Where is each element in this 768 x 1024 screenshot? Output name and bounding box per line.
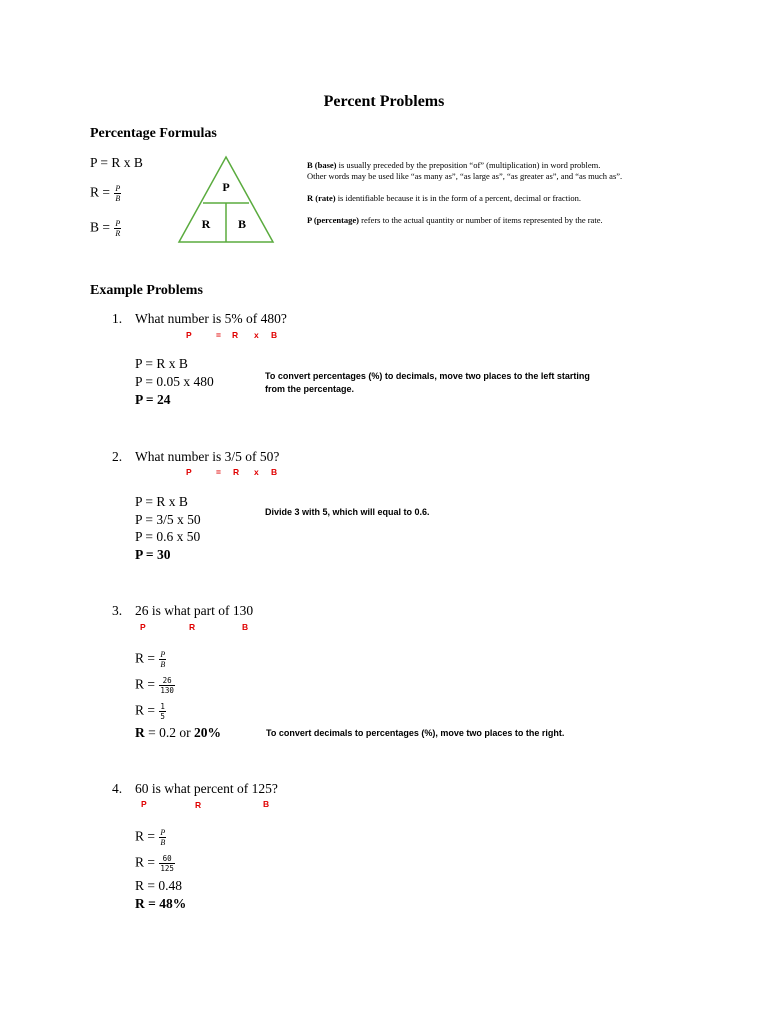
problem-1-label-b: B — [271, 330, 278, 340]
problem-4-answer: R = 48% — [135, 896, 187, 911]
problem-2-note: Divide 3 with 5, which will equal to 0.6. — [265, 507, 430, 517]
problem-4-label-b: B — [263, 799, 270, 809]
problem-3-label-r: R — [189, 622, 196, 632]
problem-1-question: What number is 5% of 480? — [135, 311, 287, 326]
problem-3-answer: R = 0.2 or 20% — [135, 725, 221, 740]
problem-1-label-equals: = — [216, 330, 221, 340]
problem-2-step-2: P = 3/5 x 50 — [135, 512, 201, 527]
problem-2-label-p: P — [186, 467, 192, 477]
rate-description: R (rate) is identifiable because it is in the form of a percent, decimal or fraction. — [307, 193, 582, 203]
problem-1-label-x: x — [254, 330, 259, 340]
problem-4-label-p: P — [141, 799, 147, 809]
formula-percentage: P = R x B — [90, 155, 143, 170]
base-description: B (base) is usually preceded by the preposition “of” (multiplication) in word problem. Other words may be used like “as many as”, “as large as”, “as greater as”, and “as much as”. — [307, 160, 623, 181]
problem-1-step-1: P = R x B — [135, 356, 188, 371]
problem-2-label-x: x — [254, 467, 259, 477]
problem-3-step-1: R = $\frac{P}{B}$ — [135, 650, 166, 669]
problem-4-number: 4. — [112, 781, 123, 796]
problem-3-label-b: B — [242, 622, 249, 632]
triangle-label-p: P — [222, 180, 230, 194]
problem-2-label-b: B — [271, 467, 278, 477]
problem-2-step-1: P = R x B — [135, 494, 188, 509]
problem-1-label-p: P — [186, 330, 192, 340]
page-title: Percent Problems — [323, 93, 445, 110]
formula-base: B = $\frac{P}{R}$ — [90, 219, 121, 238]
problem-2-number: 2. — [112, 449, 123, 464]
problem-1-note: To convert percentages (%) to decimals, move two places to the left starting from the percentage. — [265, 371, 590, 394]
problem-1-label-r: R — [232, 330, 239, 340]
problem-2-step-3: P = 0.6 x 50 — [135, 529, 201, 544]
problem-1-number: 1. — [112, 311, 123, 326]
problem-2-label-r: R — [233, 467, 240, 477]
problem-4-step-2: R = $\frac{60}{125}$ — [135, 854, 174, 873]
formula-triangle-diagram — [176, 155, 276, 245]
section-heading-examples: Example Problems — [90, 283, 203, 298]
problem-4-question: 60 is what percent of 125? — [135, 781, 278, 796]
formula-rate: R = $\frac{P}{B}$ — [90, 184, 121, 203]
problem-1-answer: P = 24 — [135, 392, 171, 407]
problem-3-label-p: P — [140, 622, 146, 632]
problem-1-step-2: P = 0.05 x 480 — [135, 374, 214, 389]
problem-3-step-2: R = $\frac{26}{130}$ — [135, 676, 174, 695]
triangle-label-r: R — [201, 217, 211, 231]
problem-3-step-3: R = $\frac{1}{5}$ — [135, 702, 165, 721]
problem-3-number: 3. — [112, 603, 123, 618]
problem-2-answer: P = 30 — [135, 547, 171, 562]
section-heading-formulas: Percentage Formulas — [90, 126, 217, 141]
problem-4-step-3: R = 0.48 — [135, 878, 182, 893]
percentage-description: P (percentage) refers to the actual quantity or number of items represented by the rate. — [307, 215, 603, 225]
problem-4-label-r: R — [195, 800, 202, 810]
triangle-label-b: B — [237, 217, 247, 231]
problem-4-step-1: R = $\frac{P}{B}$ — [135, 828, 166, 847]
problem-2-question: What number is 3/5 of 50? — [135, 449, 280, 464]
problem-2-label-equals: = — [216, 467, 221, 477]
problem-3-note: To convert decimals to percentages (%), move two places to the right. — [266, 728, 565, 738]
problem-3-question: 26 is what part of 130 — [135, 603, 254, 618]
